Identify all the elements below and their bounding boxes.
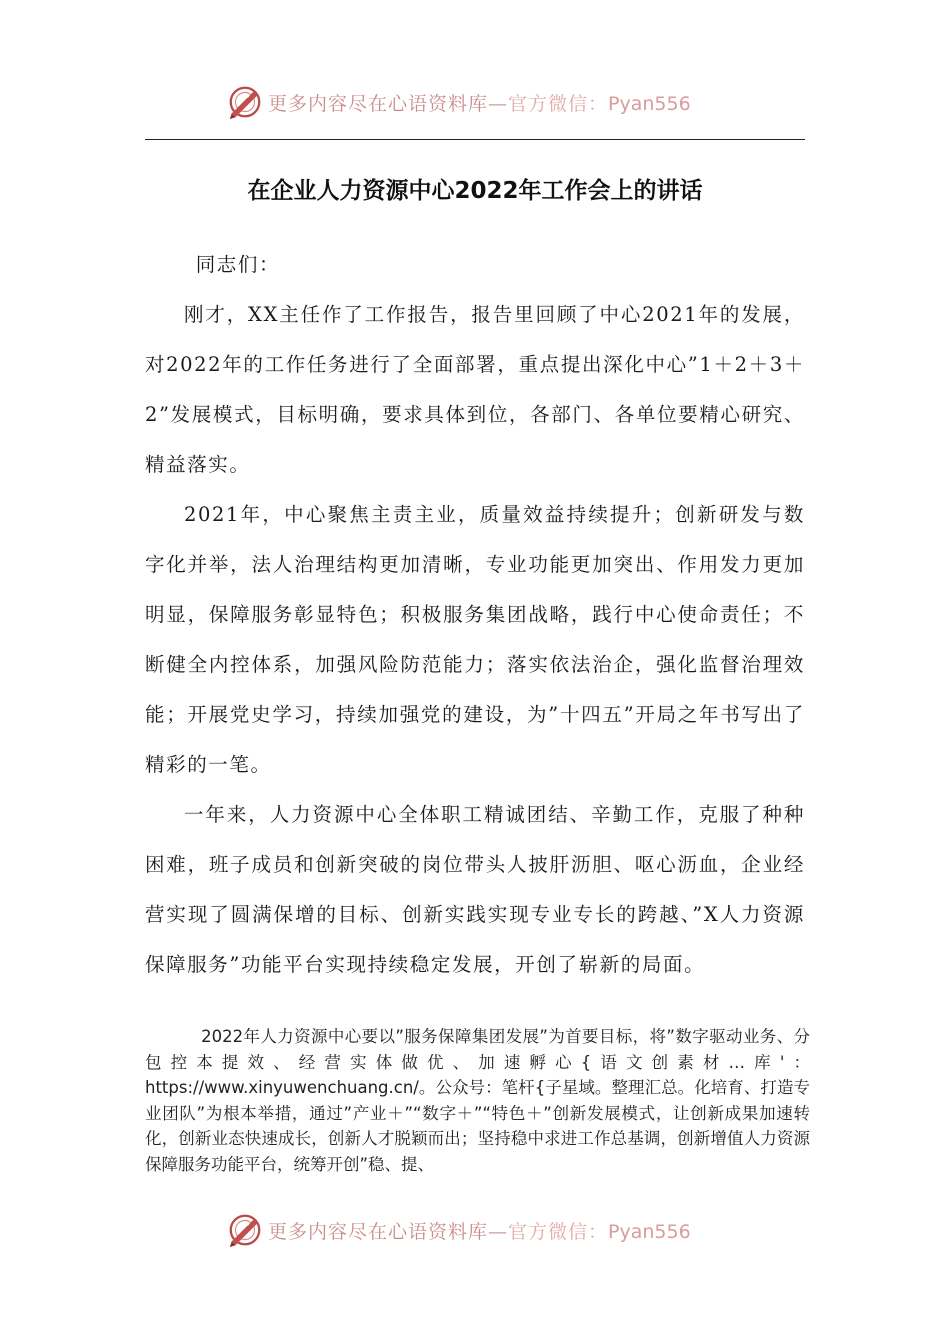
banner-wechat-label: 官方微信：	[508, 92, 609, 115]
banner-wechat-label: 官方微信：	[508, 1220, 609, 1243]
paragraph-3: 一年来，人力资源中心全体职工精诚团结、辛勤工作，克服了种种困难，班子成员和创新突破的岗位带头人披肝沥胆、呕心沥血，企业经营实现了圆满保增的目标、创新实践实现专业专长的跨越、”X人力资源保障服务”功能平台实现持续稳定发展，开创了崭新的局面。	[145, 803, 805, 976]
pen-logo-icon	[226, 1211, 264, 1249]
banner-separator: —	[488, 1220, 509, 1243]
footer-banner	[0, 1206, 950, 1254]
header-divider	[145, 139, 805, 140]
banner-brand: 更多内容尽在心语资料库	[268, 92, 489, 115]
banner-text	[268, 1217, 691, 1244]
greeting: 同志们：	[195, 253, 281, 276]
banner-wechat-id: Pyan556	[608, 1220, 691, 1243]
banner-text	[268, 89, 691, 116]
banner-brand: 更多内容尽在心语资料库	[268, 1220, 489, 1243]
paragraph-1: 刚才，XX主任作了工作报告，报告里回顾了中心2021年的发展，对2022年的工作任务进行了全面部署，重点提出深化中心”1＋2＋3＋2”发展模式，目标明确，要求具体到位，各部门、各单位要精心研究、精益落实。	[145, 303, 805, 476]
footnote-block	[145, 1024, 810, 1177]
banner-separator: —	[488, 92, 509, 115]
header-banner	[0, 78, 950, 126]
paragraph-2: 2021年，中心聚焦主责主业，质量效益持续提升；创新研发与数字化并举，法人治理结构更加清晰，专业功能更加突出、作用发力更加明显，保障服务彰显特色；积极服务集团战略，践行中心使命责任；不断健全内控体系，加强风险防范能力；落实依法治企，强化监督治理效能；开展党史学习，持续加强党的建设，为”十四五”开局之年书写出了精彩的一笔。	[145, 503, 805, 776]
pen-logo-icon	[226, 83, 264, 121]
document-body	[145, 240, 805, 990]
document-title: 在企业人力资源中心2022年工作会上的讲话	[247, 178, 703, 204]
footnote-paragraph: 2022年人力资源中心要以”服务保障集团发展”为首要目标，将”数字驱动业务、分包控本提效、经营实体做优、加速孵心{语文创素材…库'：https://www.xinyuwenchuang.cn/。公众号：笔杆{子星域。整理汇总。化培育、打造专业团队”为根本举措，通过”产业＋”“数字＋”“特色＋”创新发展模式，让创新成果加速转化，创新业态快速成长，创新人才脱颖而出；坚持稳中求进工作总基调，创新增值人力资源保障服务功能平台，统筹开创”稳、提、	[145, 1027, 810, 1174]
banner-wechat-id: Pyan556	[608, 92, 691, 115]
